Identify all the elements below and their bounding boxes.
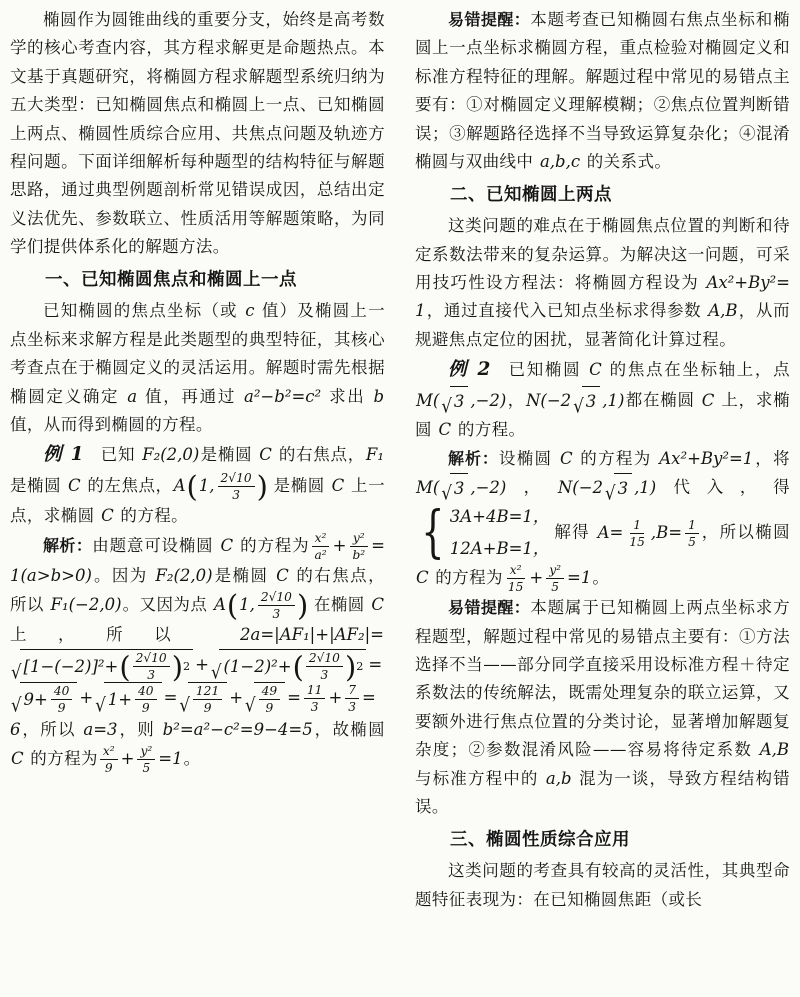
body-text: ， (507, 390, 525, 410)
equation-rows (449, 503, 551, 563)
fraction-numerator: 2√10 (258, 590, 295, 606)
math-text: =1 (567, 568, 592, 588)
body-text: 本题考查已知椭圆右焦点坐标和椭圆上一点坐标求椭圆方程，重点检验对椭圆定义和标准方程特征的理解。解题过程中常见的易错点主要有：①对椭圆定义理解模糊；②焦点位置判断错误；③解题路径选择不当导致运算复杂化；④混淆椭圆与双曲线中 (415, 10, 790, 171)
big-paren: ( (186, 469, 198, 504)
body-text: 设椭圆 (498, 448, 560, 468)
math-text: + (229, 688, 244, 708)
math-text: N(−2 (557, 477, 604, 497)
square-root (179, 682, 227, 715)
paragraph (10, 439, 385, 530)
equation-row (449, 503, 551, 531)
body-text: 的焦点在坐标轴上，点 (602, 360, 790, 380)
big-paren: ( (292, 649, 304, 684)
fraction (685, 518, 699, 549)
math-text: C (438, 420, 452, 440)
radical-icon: √ (245, 694, 256, 717)
example-label: 例 2 (448, 359, 492, 381)
body-text: 。又因为点 (122, 594, 213, 614)
math-text: + (332, 535, 347, 555)
fraction-numerator: x² (507, 563, 525, 579)
math-text: a=3 (83, 719, 118, 739)
superscript: 2 (356, 660, 364, 674)
radical-icon: √ (605, 482, 616, 505)
radical-icon: √ (179, 694, 190, 717)
math-text: = (368, 655, 383, 675)
fraction-denominator: 3 (320, 668, 329, 683)
radical-icon: √ (11, 694, 22, 717)
superscript: 2 (182, 660, 191, 674)
math-text: F₂(2,0) (155, 565, 213, 585)
radical-icon: √ (441, 395, 452, 417)
big-paren: ) (256, 469, 268, 504)
math-text: b (373, 386, 385, 406)
radicand (582, 386, 601, 416)
math-text: N(−2 (525, 390, 572, 410)
square-root (605, 473, 632, 503)
paragraph (415, 354, 790, 445)
math-text: 9+ (23, 689, 48, 709)
fraction-numerator: 40 (135, 684, 157, 700)
radicand (219, 649, 366, 682)
big-paren: ( (119, 649, 131, 684)
body-text: 的右焦点，所以 (10, 565, 385, 614)
math-text: 3 (585, 391, 597, 411)
fraction-numerator: 2√10 (218, 471, 255, 487)
body-text: 的右焦点， (272, 445, 365, 465)
math-text: a (127, 386, 138, 406)
body-text: 混为一谈，导致方程结构错误。 (415, 768, 790, 816)
fraction (258, 590, 295, 621)
body-text: 的方程为 (429, 568, 503, 588)
body-text: 与标准方程中的 (415, 768, 545, 788)
fraction-denominator: a² (314, 547, 327, 562)
paragraph (10, 6, 385, 261)
fraction (135, 684, 157, 715)
body-text: 上一点，求椭圆 (10, 476, 385, 526)
big-paren: ) (296, 588, 309, 623)
equation-system (415, 500, 550, 566)
math-text: ,1) (634, 477, 657, 497)
radicand (188, 682, 227, 715)
math-text: [1−(−2)]²+ (23, 656, 119, 676)
math-text: C (589, 360, 602, 380)
math-text: C (416, 568, 429, 588)
body-text: 。 (592, 568, 610, 588)
example-label: 例 1 (43, 444, 85, 466)
body-text: 这类问题的难点在于椭圆焦点位置的判断和待定系数法带来的复杂运算。为解决这一问题，可采用技巧性设方程法：将椭圆方程设为 (415, 216, 790, 292)
fraction-denominator: b² (352, 547, 366, 562)
equation-row (449, 535, 551, 563)
radical-icon: √ (441, 482, 452, 505)
fraction-denominator: 3 (348, 700, 357, 715)
body-text: 是椭圆 (267, 476, 331, 496)
math-text: =1 (158, 748, 183, 768)
body-text: 的方程为 (234, 535, 310, 555)
fraction-denominator: 9 (104, 760, 113, 775)
body-text: ，通过直接代入已知点坐标求得参数 (426, 301, 708, 321)
math-text: C (101, 506, 114, 526)
bold-label: 解析： (448, 448, 499, 468)
radicand (20, 649, 194, 682)
fraction-denominator: 5 (551, 580, 560, 595)
fraction-numerator: 2√10 (133, 651, 170, 667)
body-text: 上，求椭圆 (415, 390, 791, 440)
math-text: + (328, 688, 343, 708)
body-text: ，从而规避焦点定位的困扰，显著简化计算过程。 (415, 301, 790, 349)
body-text: 的方程。 (452, 420, 526, 440)
fraction (304, 683, 326, 714)
fraction-numerator: 7 (345, 683, 359, 699)
math-text: (1−2)²+ (223, 656, 292, 676)
fraction-denominator: 9 (57, 701, 66, 716)
paragraph (415, 594, 790, 821)
paragraph (10, 531, 385, 775)
section-heading: 二、已知椭圆上两点 (450, 185, 612, 206)
math-text: A,B (708, 301, 738, 321)
math-text: + (79, 688, 94, 708)
fraction (51, 684, 73, 715)
math-text: a,b,c (539, 151, 581, 171)
math-text: C (276, 565, 289, 585)
math-text: a²−b²=c² (243, 386, 322, 406)
math-text: 1, (239, 594, 255, 614)
body-text: 上，所以 (10, 625, 239, 644)
body-text: 值）及椭圆上一点坐标来求解方程是此类题型的典型特征，其核心考查点在于椭圆定义的灵活运用。解题时需先根据椭圆定义确定 (10, 301, 386, 406)
radicand (450, 386, 469, 416)
body-text: 在椭圆 (308, 594, 371, 614)
fraction-denominator: 9 (141, 701, 150, 716)
paragraph (415, 857, 790, 914)
body-text: 已知 (100, 445, 142, 465)
math-text: C (371, 594, 384, 614)
body-text: 由题意可设椭圆 (92, 535, 220, 555)
fraction-denominator: 15 (507, 580, 524, 595)
big-paren: ) (344, 649, 357, 684)
math-text: + (195, 655, 209, 675)
body-text: 值，从而得到椭圆的方程。 (10, 414, 213, 434)
radicand (104, 682, 162, 715)
fraction-numerator: x² (312, 531, 330, 547)
fraction-denominator: 3 (147, 668, 156, 683)
body-text: 的方程为 (24, 748, 98, 768)
math-text: C (11, 748, 24, 768)
math-text: = (163, 688, 178, 708)
body-text: 解得 (553, 522, 597, 542)
body-text: 是椭圆 (213, 565, 276, 585)
math-text: 1, (198, 476, 215, 496)
math-text: F₁(−2,0) (50, 594, 122, 614)
body-text: ，则 (118, 719, 162, 739)
fraction (137, 744, 155, 775)
body-text: 代入，得 (657, 477, 790, 497)
radical-icon: √ (210, 661, 222, 684)
body-text: 的方程。 (114, 506, 189, 526)
fraction-denominator: 3 (310, 700, 319, 715)
body-text: ，故椭圆 (313, 719, 385, 739)
body-text: ， (507, 477, 557, 497)
body-text: 椭圆作为圆锥曲线的重要分支，始终是高考数学的核心考查内容，其方程求解更是命题热点。本文基于真题研究，将椭圆方程求解题型系统归纳为五大类型：已知椭圆焦点和椭圆上一点、已知椭圆上两点、椭圆性质综合应用、共焦点问题及轨迹方程问题。下面详细解析每种题型的结构特征与解题思路，通过典型例题剖析常见错误成因，总结出定义法优先、参数联立、性质活用等解题策略，为同学们提供体系化的解题方法。 (10, 10, 385, 256)
body-text: 求出 (322, 386, 373, 406)
fraction-numerator: 1 (630, 518, 644, 534)
math-text: + (120, 748, 135, 768)
fraction (311, 531, 329, 562)
section-heading: 三、椭圆性质综合应用 (450, 830, 630, 851)
math-text: C (560, 448, 573, 468)
fraction-numerator: 40 (51, 684, 73, 700)
square-root (573, 386, 600, 416)
fraction-numerator: 49 (259, 684, 281, 700)
radicand (20, 682, 78, 715)
fraction-numerator: y² (546, 563, 564, 579)
column-2 (415, 6, 790, 914)
fraction (345, 683, 359, 714)
fraction-denominator: 15 (629, 534, 645, 549)
math-text: 3 (453, 479, 465, 499)
fraction (546, 563, 564, 594)
fraction-denominator: 5 (688, 534, 696, 549)
radical-icon: √ (95, 694, 106, 717)
math-text: ,−2) (470, 477, 507, 497)
fraction (133, 651, 170, 682)
math-text: F₁ (365, 445, 384, 465)
radical-icon: √ (11, 661, 22, 684)
math-text: C (331, 476, 345, 496)
fraction-denominator: 9 (265, 701, 274, 716)
square-root (245, 682, 285, 715)
square-root (441, 386, 468, 416)
paragraph (415, 445, 790, 595)
body-text: 已知椭圆的焦点坐标（或 (43, 301, 245, 321)
body-text: 已知椭圆 (507, 360, 589, 380)
radicand (614, 473, 633, 503)
fraction-numerator: y² (137, 744, 155, 760)
body-text: ，将 (754, 448, 790, 468)
body-text: ，所以椭圆 (700, 522, 790, 542)
body-text: 的左焦点， (81, 476, 173, 496)
math-text: =6 (10, 688, 376, 739)
math-text: 2a=|AF₁|+|AF₂|= (239, 625, 384, 644)
math-text: M( (416, 477, 440, 497)
bold-label: 易错提醒： (448, 10, 531, 29)
column-1 (10, 6, 385, 914)
fraction-numerator: 11 (304, 683, 326, 699)
math-text: C (701, 390, 715, 410)
square-root (441, 473, 468, 503)
square-root (95, 682, 161, 715)
math-text: c (245, 301, 255, 321)
body-text: 是椭圆 (200, 445, 259, 465)
math-text: A,B (759, 740, 789, 760)
math-text: A= (597, 522, 624, 542)
square-root (211, 649, 366, 682)
body-text: 这类问题的考查具有较高的灵活性，其典型命题特征表现为：在已知椭圆焦距（或长 (415, 861, 790, 909)
fraction-numerator: x² (100, 744, 118, 760)
big-paren: ( (226, 588, 239, 623)
body-text: 值，再通过 (138, 386, 243, 406)
paragraph (415, 6, 790, 176)
section-heading: 一、已知椭圆焦点和椭圆上一点 (45, 270, 297, 291)
body-text: 的方程为 (573, 448, 659, 468)
fraction-denominator: 3 (272, 606, 281, 621)
radicand (450, 473, 469, 503)
math-text: 3 (617, 479, 629, 499)
fraction (505, 563, 527, 594)
fraction-numerator: 1 (685, 518, 699, 534)
fraction (193, 684, 222, 715)
bold-label: 解析： (43, 535, 93, 555)
math-text: 1+ (107, 689, 133, 709)
math-text: b²=a²−c²=9−4=5 (162, 719, 313, 739)
body-text: 都在椭圆 (625, 390, 701, 410)
math-text: 3 (453, 391, 465, 411)
fraction-denominator: 3 (232, 488, 240, 503)
big-paren: ) (171, 649, 183, 684)
body-text: 本题属于已知椭圆上两点坐标求方程题型，解题过程中常见的易错点主要有：①方法选择不当——部分同学直接采用设标准方程＋待定系数法的传统解法，既需处理复杂的联立运算，又要额外进行焦点位置的分类讨论，显著增加解题复杂度；②参数混淆风险——容易将待定系数 (415, 598, 790, 760)
math-text: C (67, 476, 81, 496)
fraction (259, 684, 281, 715)
math-text: ,−2) (470, 390, 507, 410)
math-text: = (287, 688, 301, 708)
fraction-numerator: 2√10 (306, 651, 343, 667)
square-root (11, 682, 77, 715)
body-text: 。因为 (92, 565, 155, 585)
fraction (626, 518, 648, 549)
paragraph (10, 297, 385, 439)
radical-icon: √ (573, 395, 584, 417)
body-text: 是椭圆 (10, 476, 67, 496)
fraction-denominator: 5 (142, 760, 151, 775)
math-text: A (173, 476, 186, 496)
math-text: F₂(2,0) (142, 445, 200, 465)
bold-label: 易错提醒： (448, 598, 531, 618)
math-text: C (259, 445, 272, 465)
math-text: 12A+B=1， (449, 538, 550, 558)
fraction (349, 531, 368, 562)
fraction-numerator: 121 (193, 684, 222, 700)
math-text: =1(a>b>0) (10, 535, 385, 585)
fraction-denominator: 9 (203, 701, 212, 716)
body-text: ，所以 (21, 719, 83, 739)
math-text: ,1) (602, 390, 625, 410)
math-text: Ax²+By²=1 (659, 448, 754, 468)
fraction (218, 471, 255, 502)
math-text: M( (416, 390, 440, 410)
body-text: 。 (183, 748, 201, 768)
math-text: 3A+4B=1， (449, 507, 550, 527)
body-text: 的关系式。 (581, 151, 672, 171)
brace-icon: { (421, 500, 445, 566)
radicand (254, 682, 286, 715)
math-text: + (529, 568, 544, 588)
fraction (100, 744, 118, 775)
math-text: C (220, 535, 234, 555)
math-text: a,b (545, 768, 572, 788)
math-text: A (213, 594, 226, 614)
math-text: ,B= (650, 522, 683, 542)
paragraph (415, 212, 790, 354)
math-text: Ax²+By²=1 (415, 273, 790, 321)
fraction (306, 651, 343, 682)
fraction-numerator: y² (350, 531, 368, 547)
